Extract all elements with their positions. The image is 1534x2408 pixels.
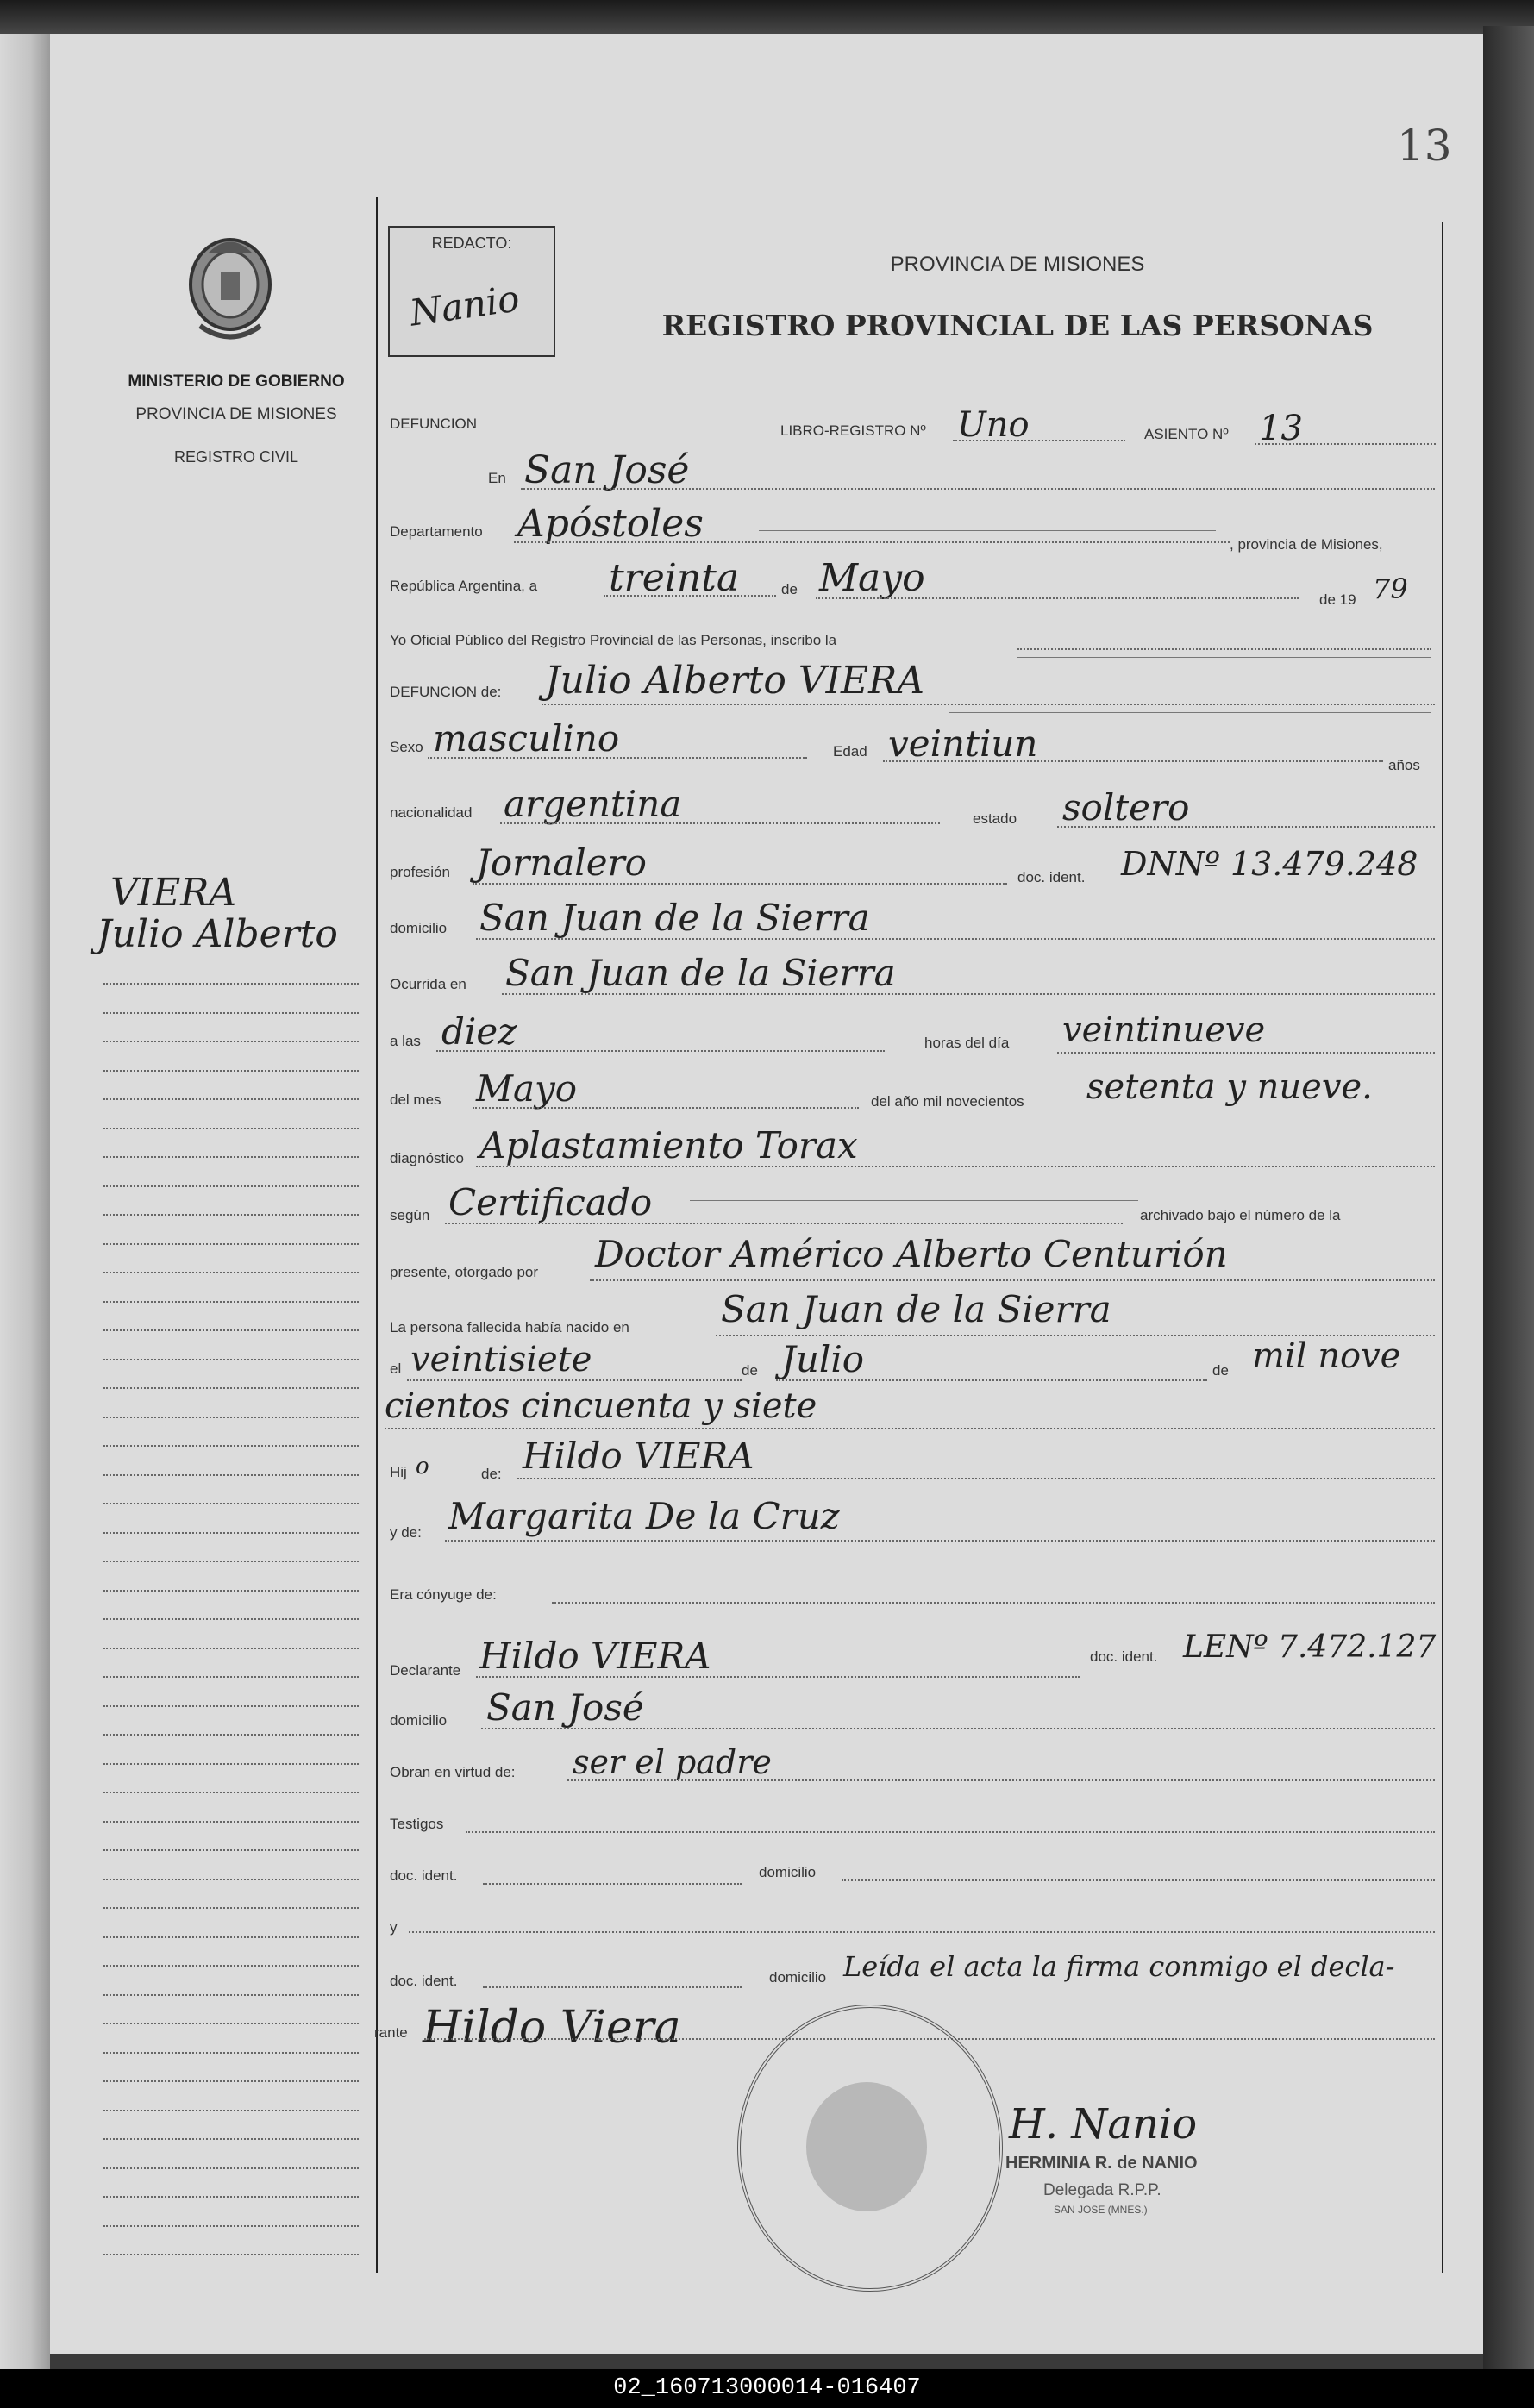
margin-rule-line — [103, 1618, 359, 1620]
margin-rule-line — [103, 1301, 359, 1303]
margin-rule-line — [103, 1561, 359, 1562]
republica-label: República Argentina, a — [390, 578, 538, 594]
alas-label: a las — [390, 1033, 421, 1049]
provincia-suffix: , provincia de Misiones, — [1230, 536, 1383, 553]
doc-ident-value: DNNº 13.479.248 — [1121, 845, 1418, 883]
margin-note-surname: VIERA — [110, 871, 237, 915]
edad-value: veintiun — [888, 722, 1038, 765]
coat-of-arms-icon — [183, 231, 278, 350]
defuncion-de-label: DEFUNCION de: — [390, 684, 502, 700]
seal-emblem-icon — [806, 2082, 927, 2211]
page-number: 13 — [1397, 121, 1452, 171]
nac-dia-value: veintisiete — [410, 1340, 592, 1379]
header-registry: REGISTRO PROVINCIAL DE LAS PERSONAS — [661, 309, 1374, 342]
margin-rule-line — [103, 983, 359, 985]
margin-divider — [376, 197, 378, 2273]
en-value: San José — [524, 448, 690, 492]
en-label: En — [488, 470, 506, 486]
nacionalidad-label: nacionalidad — [390, 804, 473, 821]
margin-rule-line — [103, 1849, 359, 1851]
el-label: el — [390, 1360, 402, 1377]
margin-rule-line — [103, 1648, 359, 1649]
testigos-label: Testigos — [390, 1816, 444, 1832]
margin-rule-line — [103, 2110, 359, 2111]
nacido-label: La persona fallecida había nacido en — [390, 1319, 629, 1335]
t2-domicilio-label: domicilio — [769, 1969, 827, 1986]
hijo-suffix: o — [416, 1454, 429, 1479]
margin-rule-line — [103, 1012, 359, 1014]
margin-rule-line — [103, 1387, 359, 1389]
nacionalidad-value: argentina — [504, 783, 682, 825]
mes-muerte-value: Mayo — [476, 1067, 578, 1110]
margin-rule-line — [103, 1763, 359, 1765]
rante-prefix: rante — [374, 2024, 408, 2041]
leida-value: Leída el acta la firma conmigo el decla- — [843, 1950, 1395, 1983]
margin-rule-line — [103, 1329, 359, 1331]
margin-rule-line — [103, 2052, 359, 2054]
deceased-name-value: Julio Alberto VIERA — [545, 659, 925, 703]
margin-rule-line — [103, 1965, 359, 1967]
margin-rule-line — [103, 1272, 359, 1273]
margin-rule-line — [103, 1185, 359, 1187]
medico-value: Doctor Américo Alberto Centurión — [595, 1233, 1228, 1275]
sexo-value: masculino — [433, 717, 620, 760]
book-cover-edge — [1483, 26, 1534, 2371]
official-name: HERMINIA R. de NANIO — [1005, 2154, 1198, 2173]
official-place: SAN JOSE (MNES.) — [1054, 2204, 1148, 2216]
margin-rule-line — [103, 2167, 359, 2169]
nac-anio-value1: mil nove — [1252, 1336, 1401, 1376]
margin-rule-line — [103, 2225, 359, 2227]
margin-rule-line — [103, 1156, 359, 1158]
del-anio-label: del año mil novecientos — [871, 1093, 1024, 1110]
margin-rule-line — [103, 1936, 359, 1938]
redacto-label: REDACTO: — [431, 235, 512, 252]
diagnostico-value: Aplastamiento Torax — [479, 1124, 858, 1166]
margin-rule-line — [103, 2080, 359, 2082]
margin-rule-line — [103, 1474, 359, 1476]
nac-mes-value: Julio — [781, 1338, 865, 1380]
estado-value: soltero — [1062, 786, 1190, 829]
file-identifier: 02_160713000014-016407 — [613, 2375, 921, 2401]
libro-value: Uno — [957, 405, 1030, 445]
ocurrida-value: San Juan de la Sierra — [505, 952, 896, 994]
margin-rule-line — [103, 1676, 359, 1678]
sexo-label: Sexo — [390, 739, 423, 755]
nac-anio-value2: cientos cincuenta y siete — [385, 1386, 817, 1426]
mes-value: Mayo — [819, 556, 925, 600]
anios-label: años — [1388, 757, 1420, 773]
margin-rule-line — [103, 1098, 359, 1100]
margin-rule-line — [103, 1359, 359, 1360]
domicilio-value: San Juan de la Sierra — [479, 897, 870, 939]
segun-value: Certificado — [448, 1181, 653, 1223]
margin-rule-line — [103, 1128, 359, 1129]
t2-doc-label: doc. ident. — [390, 1973, 458, 1989]
edad-label: Edad — [833, 743, 867, 760]
redacto-value: Nanio — [407, 277, 523, 335]
registro-civil-label: REGISTRO CIVIL — [173, 448, 299, 466]
obran-value: ser el padre — [573, 1743, 772, 1781]
decl-doc-value: LENº 7.472.127 — [1183, 1629, 1437, 1665]
margin-rule-line — [103, 1907, 359, 1909]
margin-rule-line — [103, 1792, 359, 1793]
right-border — [1442, 222, 1443, 2273]
book-spine — [0, 34, 50, 2380]
margin-rule-line — [103, 1994, 359, 1996]
defuncion-title: DEFUNCION — [390, 416, 478, 432]
margin-rule-line — [103, 1041, 359, 1042]
y-de-label: y de: — [390, 1524, 422, 1541]
ocurrida-label: Ocurrida en — [390, 976, 466, 992]
diagnostico-label: diagnóstico — [390, 1150, 465, 1166]
estado-label: estado — [973, 810, 1017, 827]
asiento-value: 13 — [1259, 409, 1303, 448]
declarante-value: Hildo VIERA — [479, 1635, 711, 1677]
presente-label: presente, otorgado por — [390, 1264, 539, 1280]
t-domicilio-label: domicilio — [759, 1864, 817, 1880]
declarante-label: Declarante — [390, 1662, 461, 1679]
margin-rule-line — [103, 1821, 359, 1823]
margin-rule-line — [103, 1705, 359, 1707]
margin-rule-line — [103, 2254, 359, 2255]
nacido-value: San Juan de la Sierra — [721, 1288, 1111, 1330]
hora-value: diez — [441, 1010, 517, 1053]
departamento-label: Departamento — [390, 523, 483, 540]
hijo-label: Hij — [390, 1464, 407, 1480]
de19-label: de 19 — [1319, 591, 1356, 608]
nac-de2-label: de — [1212, 1362, 1229, 1379]
left-province-label: PROVINCIA DE MISIONES — [135, 405, 337, 423]
conyuge-label: Era cónyuge de: — [390, 1586, 497, 1603]
margin-note-name: Julio Alberto — [97, 912, 338, 956]
header-province: PROVINCIA DE MISIONES — [890, 253, 1145, 276]
t-doc-label: doc. ident. — [390, 1867, 458, 1884]
margin-rule-line — [103, 1532, 359, 1534]
padre-value: Hildo VIERA — [523, 1435, 754, 1477]
margin-rule-line — [103, 1214, 359, 1216]
declarante-signature: Hildo Viera — [423, 2002, 681, 2054]
ministry-label: MINISTERIO DE GOBIERNO — [128, 372, 345, 391]
margin-rule-line — [103, 1503, 359, 1504]
top-edge — [0, 0, 1534, 36]
anio-muerte-value: setenta y nueve. — [1086, 1067, 1373, 1107]
margin-rule-line — [103, 1734, 359, 1736]
obran-label: Obran en virtud de: — [390, 1764, 516, 1780]
doc-ident-label: doc. ident. — [1017, 869, 1086, 885]
decl-doc-label: doc. ident. — [1090, 1648, 1158, 1665]
decl-domicilio-value: San José — [486, 1686, 644, 1729]
horas-dia-label: horas del día — [924, 1035, 1010, 1051]
asiento-label: ASIENTO Nº — [1144, 426, 1229, 442]
oficial-text: Yo Oficial Público del Registro Provincial de las Personas, inscribo la — [390, 632, 837, 648]
nac-de-label: de — [742, 1362, 758, 1379]
y-label: y — [390, 1919, 398, 1936]
official-signature: H. Nanio — [1009, 2100, 1198, 2148]
hijo-de-label: de: — [481, 1466, 502, 1482]
anio-value: 79 — [1373, 572, 1408, 605]
margin-rule-line — [103, 1590, 359, 1592]
departamento-value: Apóstoles — [517, 502, 704, 546]
del-mes-label: del mes — [390, 1091, 441, 1108]
margin-rule-line — [103, 2138, 359, 2140]
domicilio-label: domicilio — [390, 920, 448, 936]
segun-label: según — [390, 1207, 430, 1223]
libro-label: LIBRO-REGISTRO Nº — [780, 422, 926, 439]
margin-rule-line — [103, 1879, 359, 1880]
margin-rule-line — [103, 2196, 359, 2198]
archivado-label: archivado bajo el número de la — [1140, 1207, 1341, 1223]
margin-rule-line — [103, 1445, 359, 1447]
profesion-value: Jornalero — [476, 841, 647, 884]
profesion-label: profesión — [390, 864, 450, 880]
decl-domicilio-label: domicilio — [390, 1712, 448, 1729]
de-label: de — [781, 581, 798, 597]
margin-rule-line — [103, 2023, 359, 2024]
margin-rule-line — [103, 1070, 359, 1072]
dia-muerte-value: veintinueve — [1062, 1010, 1266, 1050]
madre-value: Margarita De la Cruz — [448, 1495, 840, 1537]
margin-rule-line — [103, 1417, 359, 1418]
margin-rule-line — [103, 1243, 359, 1245]
official-title: Delegada R.P.P. — [1043, 2181, 1161, 2199]
dia-value: treinta — [609, 556, 740, 600]
